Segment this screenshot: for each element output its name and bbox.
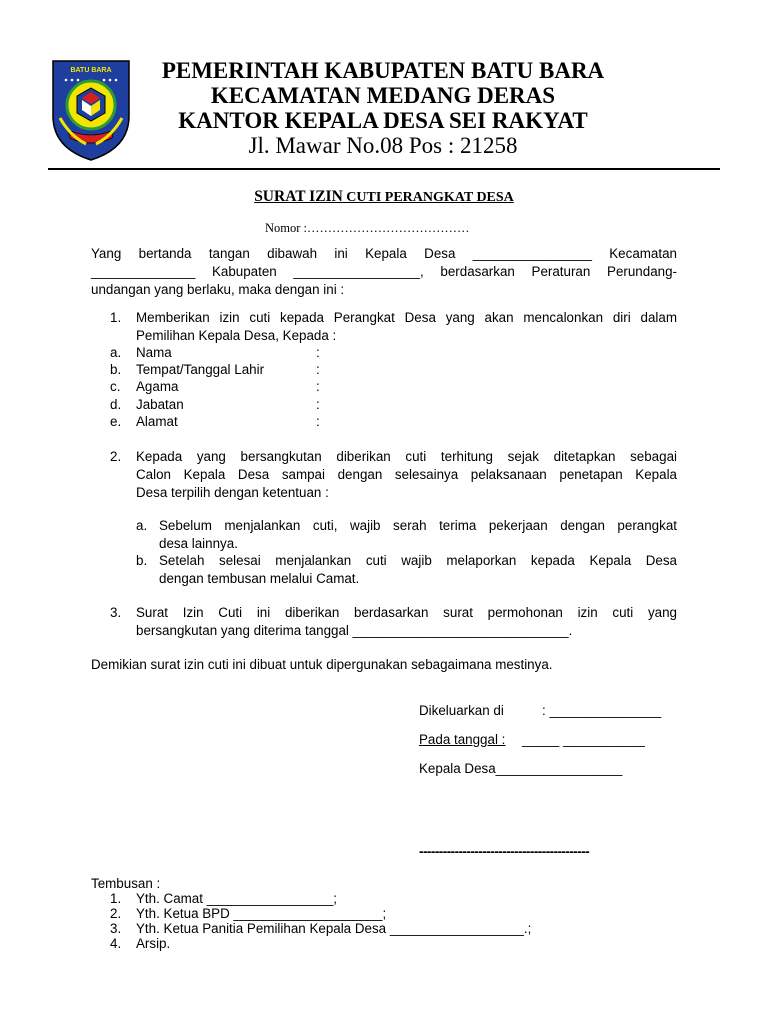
tembusan-number: 2. [110, 906, 122, 921]
item-3-line-1: Surat Izin Cuti ini diberikan berdasarkan surat permohonan izin cuti yang [136, 605, 677, 620]
item-1-number: 1. [110, 310, 122, 325]
intro-line-3: undangan yang berlaku, maka dengan ini : [91, 282, 345, 297]
title-part-1: SURAT IZIN [254, 188, 343, 205]
item-2-line-1: Kepada yang bersangkutan diberikan cuti terhitung sejak ditetapkan sebagai [136, 449, 677, 464]
field-label-ttl: Tempat/Tanggal Lahir [136, 362, 265, 377]
issued-at-value: : _______________ [542, 703, 662, 718]
village-head-label: Kepala Desa_________________ [419, 761, 623, 776]
tembusan-number: 3. [110, 921, 122, 936]
document-title [0, 188, 768, 206]
item-2-line-3: Desa terpilih dengan ketentuan : [136, 485, 329, 500]
letterhead-line-1: PEMERINTAH KABUPATEN BATU BARA [161, 58, 605, 83]
tembusan-label: Tembusan : [91, 876, 161, 891]
intro-line-2: ______________ Kabupaten _________________, berdasarkan Peraturan Perundang- [91, 264, 677, 279]
logo-text: BATU BARA [70, 67, 112, 74]
tembusan-item-arsip: Arsip. [136, 936, 171, 951]
issued-at-label: Dikeluarkan di [419, 703, 504, 718]
sub-item-b-line-2: dengan tembusan melalui Camat. [159, 571, 360, 586]
sub-item-letter: b. [136, 553, 148, 568]
field-letter: e. [110, 414, 122, 429]
field-label-alamat: Alamat [136, 414, 178, 429]
field-colon: : [316, 362, 320, 377]
item-3-number: 3. [110, 605, 122, 620]
field-colon: : [316, 379, 320, 394]
item-2-line-2: Calon Kepala Desa sampai dengan selesainya pelaksanaan penetapan Kepala [136, 467, 677, 482]
letterhead-line-3: KANTOR KEPALA DESA SEI RAKYAT [178, 108, 588, 133]
field-letter: c. [110, 379, 121, 394]
item-2-number: 2. [110, 449, 122, 464]
intro-line-1: Yang bertanda tangan dibawah ini Kepala Desa ________________ Kecamatan [91, 246, 677, 261]
sub-item-a-line-1: Sebelum menjalankan cuti, wajib serah terima pekerjaan dengan perangkat [159, 518, 677, 533]
date-label: Pada tanggal : [419, 732, 506, 747]
tembusan-item-bpd: Yth. Ketua BPD ____________________; [136, 906, 387, 921]
field-letter: b. [110, 362, 122, 377]
tembusan-item-panitia: Yth. Ketua Panitia Pemilihan Kepala Desa __________________.; [136, 921, 532, 936]
item-3-line-2: bersangkutan yang diterima tanggal _____________________________. [136, 623, 573, 638]
field-letter: a. [110, 345, 122, 360]
closing-statement: Demikian surat izin cuti ini dibuat untuk dipergunakan sebagaimana mestinya. [91, 657, 553, 672]
sub-item-a-line-2: desa lainnya. [159, 536, 238, 551]
tembusan-number: 4. [110, 936, 122, 951]
letterhead-line-2: KECAMATAN MEDANG DERAS [210, 83, 556, 108]
signature-line: ------------------------------------------- [419, 844, 590, 859]
date-value: _____ ___________ [522, 732, 645, 747]
item-1-line-1: Memberikan izin cuti kepada Perangkat Desa yang akan mencalonkan diri dalam [136, 310, 677, 325]
field-label-nama: Nama [136, 345, 172, 360]
letterhead-address: Jl. Mawar No.08 Pos : 21258 [248, 133, 518, 158]
field-colon: : [316, 414, 320, 429]
batu-bara-emblem [50, 58, 132, 162]
field-label-agama: Agama [136, 379, 179, 394]
item-1-line-2: Pemilihan Kepala Desa, Kepada : [136, 328, 337, 343]
sub-item-b-line-1: Setelah selesai menjalankan cuti wajib melaporkan kepada Kepala Desa [159, 553, 677, 568]
sub-item-letter: a. [136, 518, 148, 533]
letterhead-rule [48, 168, 720, 170]
tembusan-item-camat: Yth. Camat _________________; [136, 891, 338, 906]
field-colon: : [316, 397, 320, 412]
title-part-2: CUTI PERANGKAT DESA [342, 190, 514, 205]
tembusan-number: 1. [110, 891, 122, 906]
field-colon: : [316, 345, 320, 360]
field-label-jabatan: Jabatan [136, 397, 184, 412]
field-letter: d. [110, 397, 122, 412]
document-number: Nomor :………………………………… [265, 221, 470, 235]
